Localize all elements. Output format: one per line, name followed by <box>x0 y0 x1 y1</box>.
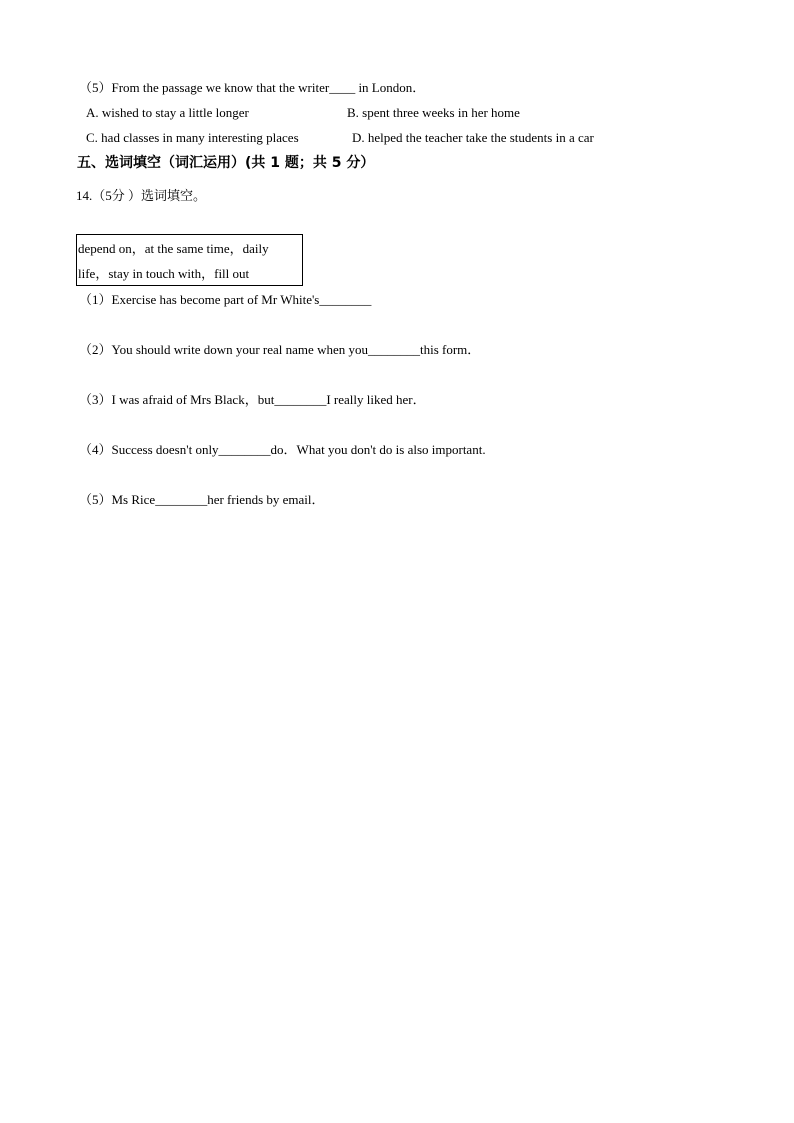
option-a: A. wished to stay a little longer <box>86 105 249 120</box>
word-bank-box <box>76 234 303 286</box>
word-bank-line-2: life，stay in touch with，fill out <box>78 266 250 281</box>
fill-blank-item-2: （2）You should write down your real name when you________this form． <box>79 342 481 357</box>
word-bank-line-1: depend on，at the same time，daily <box>78 241 269 256</box>
option-b: B. spent three weeks in her home <box>347 105 520 120</box>
fill-blank-item-1: （1）Exercise has become part of Mr White's________ <box>79 292 372 307</box>
question-5-stem: （5）From the passage we know that the writer____ in London． <box>79 80 426 95</box>
fill-blank-item-5: （5）Ms Rice________her friends by email． <box>79 492 325 507</box>
option-c: C. had classes in many interesting places <box>86 130 299 145</box>
fill-blank-item-4: （4）Success doesn't only________do．What you don't do is also important. <box>79 442 486 457</box>
question-14-header: 14.（5分 ）选词填空。 <box>76 188 207 203</box>
option-d: D. helped the teacher take the students in a car <box>352 130 594 145</box>
section-heading: 五、选词填空（词汇运用）(共 1 题；共 5 分） <box>77 155 375 171</box>
fill-blank-item-3: （3）I was afraid of Mrs Black，but________I really liked her． <box>79 392 426 407</box>
